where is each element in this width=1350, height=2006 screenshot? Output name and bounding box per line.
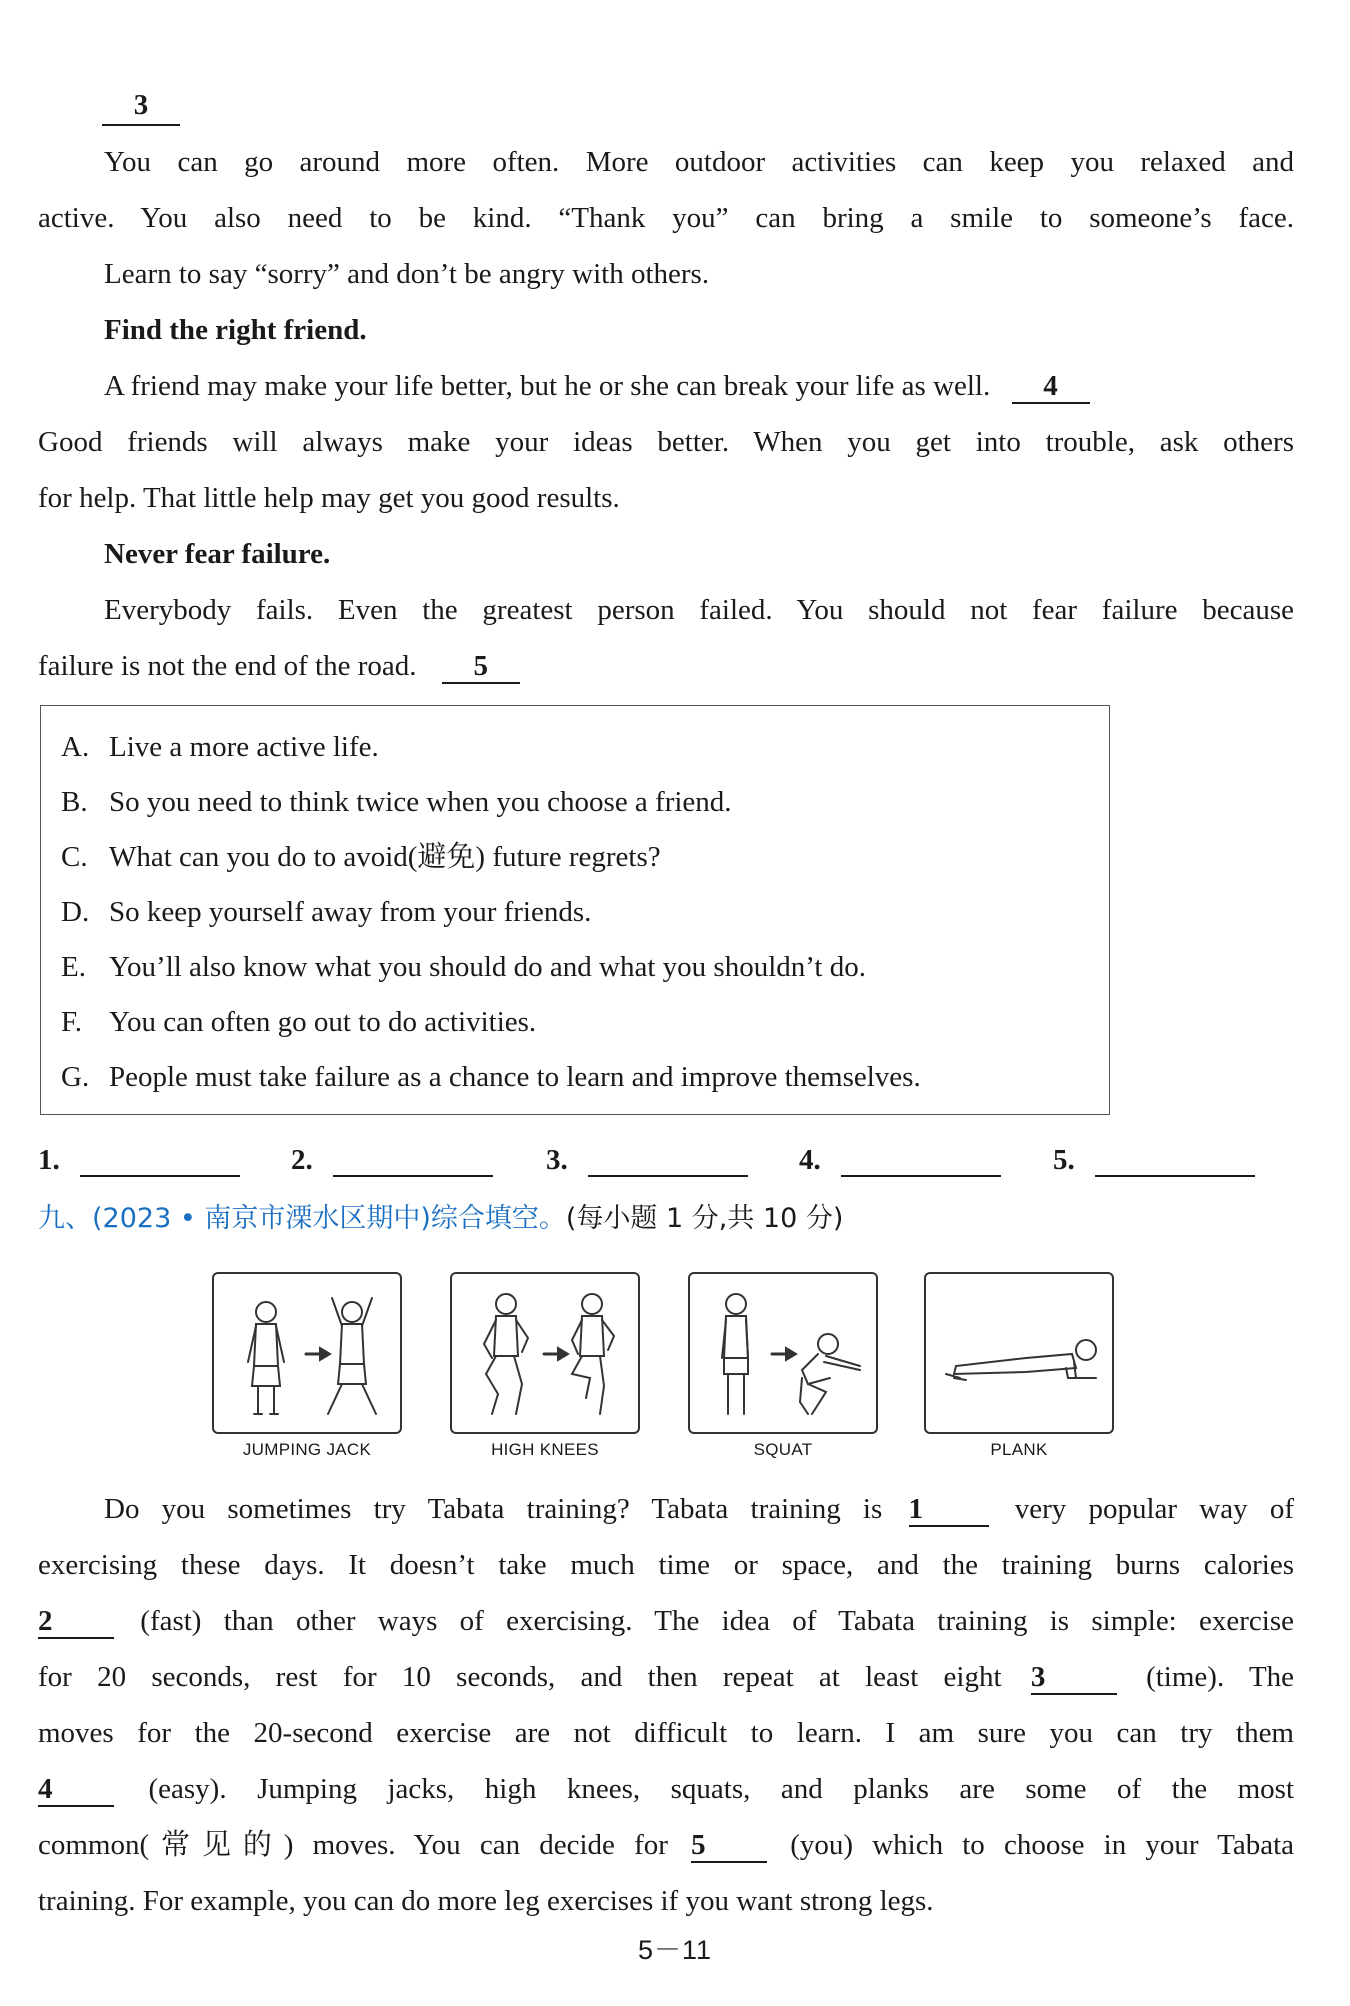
option-d: D. So keep yourself away from your friends. bbox=[61, 896, 592, 928]
section-9-title bbox=[38, 1198, 843, 1240]
squat-image bbox=[688, 1272, 878, 1434]
paragraph-text: for 20 seconds, rest for 10 seconds, and then repeat at least eight bbox=[38, 1661, 1002, 1693]
squat-caption: SQUAT bbox=[753, 1440, 813, 1459]
paragraph-text: very popular way of bbox=[1014, 1493, 1295, 1525]
paragraph-text: A friend may make your life better, but he or she can break your life as well. bbox=[104, 370, 991, 402]
paragraph-line: Everybody fails. Even the greatest person failed. You should not fear failure because bbox=[104, 594, 1294, 626]
subheading-find-friend: Find the right friend. bbox=[104, 314, 367, 346]
high-knees-image bbox=[450, 1272, 640, 1434]
options-box bbox=[40, 705, 1110, 1115]
high-knees-icon bbox=[452, 1274, 638, 1432]
paragraph-line: for help. That little help may get you good results. bbox=[38, 482, 620, 514]
paragraph-line: moves for the 20-second exercise are not difficult to learn. I am sure you can try them bbox=[38, 1717, 1294, 1749]
paragraph-line bbox=[38, 1769, 1294, 1809]
paragraph-line: Good friends will always make your ideas better. When you get into trouble, ask others bbox=[38, 426, 1294, 458]
blank-5-marker: 5 bbox=[691, 1829, 767, 1863]
paragraph-line bbox=[38, 1601, 1294, 1641]
paragraph-line bbox=[38, 1825, 1294, 1865]
squat-icon bbox=[690, 1274, 876, 1432]
paragraph-line bbox=[38, 1657, 1294, 1697]
paragraph-text: Do you sometimes try Tabata training? Tabata training is bbox=[104, 1493, 883, 1525]
paragraph-text: (fast) than other ways of exercising. The idea of Tabata training is simple: exercise bbox=[140, 1605, 1295, 1637]
paragraph-line: Learn to say “sorry” and don’t be angry with others. bbox=[104, 258, 710, 290]
answer-slot-2[interactable]: 2. bbox=[291, 1144, 493, 1177]
paragraph-text: (you) which to choose in your Tabata bbox=[790, 1829, 1295, 1861]
jumping-jack-icon bbox=[214, 1274, 400, 1432]
blank-4-marker: 4 bbox=[1012, 370, 1090, 404]
page-number: 5－11 bbox=[637, 1935, 713, 1965]
paragraph-text: (easy). Jumping jacks, high knees, squats, and planks are some of the most bbox=[148, 1773, 1295, 1805]
answer-slot-1[interactable]: 1. bbox=[38, 1144, 240, 1177]
paragraph-line: You can go around more often. More outdoor activities can keep you relaxed and bbox=[104, 146, 1294, 178]
paragraph-text: (time). The bbox=[1146, 1661, 1295, 1693]
paragraph-line: active. You also need to be kind. “Thank you” can bring a smile to someone’s face. bbox=[38, 202, 1294, 234]
plank-icon bbox=[926, 1274, 1112, 1432]
subheading-never-fear: Never fear failure. bbox=[104, 538, 331, 570]
paragraph-line bbox=[38, 366, 1294, 406]
paragraph-text: common(常见的) moves. You can decide for bbox=[38, 1829, 668, 1861]
jumping-jack-image bbox=[212, 1272, 402, 1434]
blank-4-marker: 4 bbox=[38, 1773, 114, 1807]
plank-caption: PLANK bbox=[990, 1440, 1048, 1459]
paragraph-line: training. For example, you can do more leg exercises if you want strong legs. bbox=[38, 1885, 934, 1917]
answer-slot-5[interactable]: 5. bbox=[1053, 1144, 1255, 1177]
score-note: (每小题 1 分,共 10 分) bbox=[565, 1203, 844, 1234]
jumping-jack-caption: JUMPING JACK bbox=[242, 1440, 372, 1459]
high-knees-caption: HIGH KNEES bbox=[491, 1440, 599, 1459]
answer-slot-4[interactable]: 4. bbox=[799, 1144, 1001, 1177]
option-e: E. You’ll also know what you should do and what you shouldn’t do. bbox=[61, 951, 866, 983]
answer-slot-3[interactable]: 3. bbox=[546, 1144, 748, 1177]
section-title-text: 九、(2023 • 南京市溧水区期中)综合填空。 bbox=[38, 1203, 566, 1234]
blank-1-marker: 1 bbox=[909, 1493, 989, 1527]
paragraph-text: failure is not the end of the road. bbox=[38, 650, 417, 682]
option-c: C. What can you do to avoid(避免) future regrets? bbox=[61, 841, 661, 873]
paragraph-line bbox=[38, 1489, 1294, 1529]
answer-row bbox=[38, 1144, 1298, 1188]
blank-3-marker: 3 bbox=[1031, 1661, 1117, 1695]
option-b: B. So you need to think twice when you choose a friend. bbox=[61, 786, 732, 818]
plank-image bbox=[924, 1272, 1114, 1434]
option-f: F. You can often go out to do activities. bbox=[61, 1006, 537, 1038]
blank-2-marker: 2 bbox=[38, 1605, 114, 1639]
blank-3-marker: 3 bbox=[102, 86, 180, 126]
blank-5-marker: 5 bbox=[442, 650, 520, 684]
option-g: G. People must take failure as a chance to learn and improve themselves. bbox=[61, 1061, 921, 1093]
paragraph-line bbox=[38, 646, 1294, 686]
paragraph-line: exercising these days. It doesn’t take much time or space, and the training burns calories bbox=[38, 1549, 1294, 1581]
option-a: A. Live a more active life. bbox=[61, 731, 379, 763]
